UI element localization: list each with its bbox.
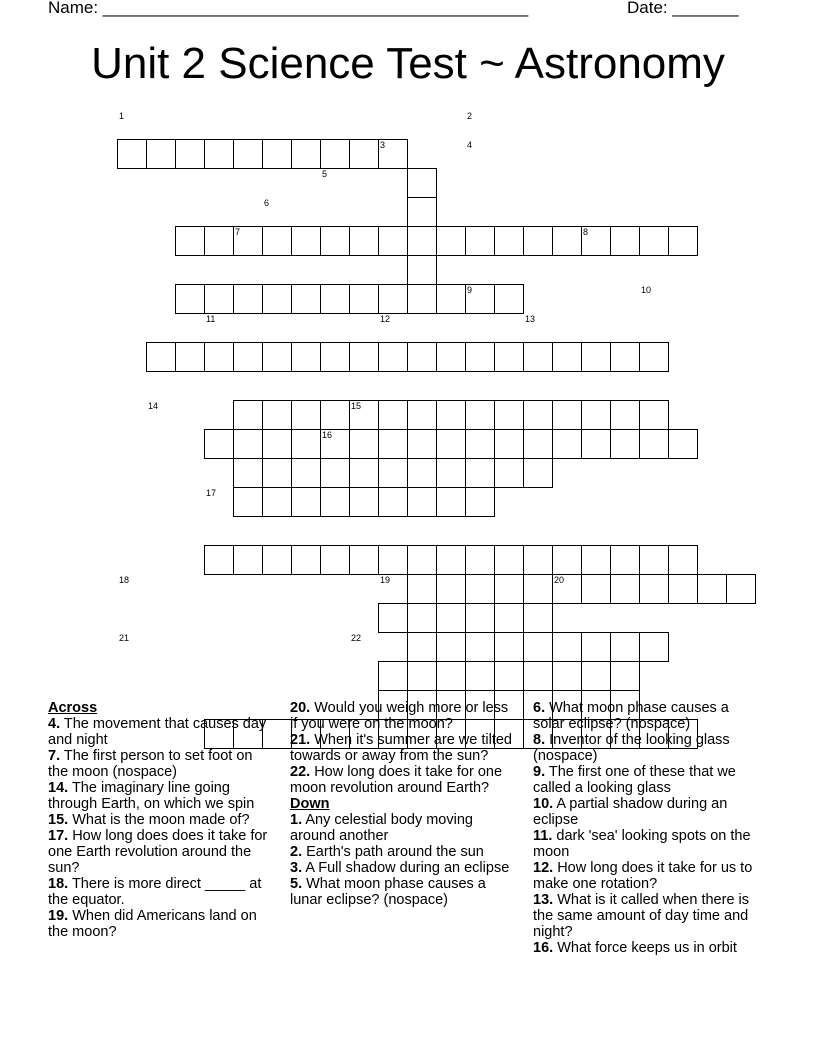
grid-cell[interactable] <box>407 545 437 575</box>
clue-number-label: 18 <box>119 575 130 585</box>
grid-cell[interactable] <box>378 603 408 633</box>
grid-cell[interactable] <box>639 545 669 575</box>
clue-number-label: 8 <box>583 227 589 237</box>
grid-cell[interactable] <box>233 342 263 372</box>
grid-cell[interactable] <box>320 487 350 517</box>
grid-cell[interactable] <box>378 429 408 459</box>
grid-cell[interactable] <box>378 400 408 430</box>
clue-down-12: 12. How long does it take for us to make one rotation? <box>533 860 753 892</box>
down-heading: Down <box>290 796 330 812</box>
clue-number-label: 3 <box>380 140 386 150</box>
grid-cell[interactable] <box>436 632 466 662</box>
grid-cell[interactable] <box>523 661 553 691</box>
grid-cell[interactable] <box>639 342 669 372</box>
grid-cell[interactable] <box>291 487 321 517</box>
grid-cell[interactable] <box>581 342 611 372</box>
clue-number-label: 19 <box>380 575 391 585</box>
grid-cell[interactable] <box>465 632 495 662</box>
clue-down-13: 13. What is it called when there is the same amount of day time and night? <box>533 892 750 940</box>
grid-cell[interactable] <box>175 226 205 256</box>
grid-cell[interactable] <box>175 284 205 314</box>
grid-cell[interactable] <box>262 226 292 256</box>
grid-cell[interactable] <box>581 574 611 604</box>
grid-cell[interactable] <box>523 545 553 575</box>
grid-cell[interactable] <box>523 400 553 430</box>
grid-cell[interactable] <box>233 139 263 169</box>
clue-down-1: 1. Any celestial body moving around another <box>290 812 473 844</box>
grid-cell[interactable] <box>465 603 495 633</box>
grid-cell[interactable] <box>407 168 437 198</box>
grid-cell[interactable] <box>175 139 205 169</box>
grid-cell[interactable] <box>639 574 669 604</box>
grid-cell[interactable] <box>436 545 466 575</box>
clue-across-21: 21. When it's summer are we tilted towards or away from the sun? <box>290 732 512 764</box>
clue-number-label: 15 <box>351 401 362 411</box>
grid-cell[interactable] <box>581 429 611 459</box>
grid-cell[interactable] <box>552 632 582 662</box>
grid-cell[interactable] <box>552 661 582 691</box>
clue-number-label: 22 <box>351 633 362 643</box>
grid-cell[interactable] <box>262 400 292 430</box>
clue-across-22: 22. How long does it take for one moon revolution around Earth? <box>290 764 503 796</box>
grid-cell[interactable] <box>436 487 466 517</box>
grid-cell[interactable] <box>204 342 234 372</box>
grid-cell[interactable] <box>407 342 437 372</box>
grid-cell[interactable] <box>494 661 524 691</box>
grid-cell[interactable] <box>262 545 292 575</box>
grid-cell[interactable] <box>639 429 669 459</box>
grid-cell[interactable] <box>494 574 524 604</box>
clue-down-2: 2. Earth's path around the sun <box>290 844 484 860</box>
grid-cell[interactable] <box>407 255 437 285</box>
grid-cell[interactable] <box>233 487 263 517</box>
grid-cell[interactable] <box>262 458 292 488</box>
grid-cell[interactable] <box>378 545 408 575</box>
grid-cell[interactable] <box>349 429 379 459</box>
grid-cell[interactable] <box>523 429 553 459</box>
grid-cell[interactable] <box>610 545 640 575</box>
grid-cell[interactable] <box>146 342 176 372</box>
grid-cell[interactable] <box>465 487 495 517</box>
clue-across-4: 4. The movement that causes day and night <box>48 716 267 748</box>
grid-cell[interactable] <box>349 487 379 517</box>
grid-cell[interactable] <box>668 545 698 575</box>
clue-column-1 <box>48 700 270 940</box>
grid-cell[interactable] <box>523 603 553 633</box>
grid-cell[interactable] <box>494 284 524 314</box>
grid-cell[interactable] <box>378 487 408 517</box>
clue-number-label: 4 <box>467 140 473 150</box>
clue-down-5: 5. What moon phase causes a lunar eclipse? (nospace) <box>290 876 486 908</box>
grid-cell[interactable] <box>552 429 582 459</box>
grid-cell[interactable] <box>465 429 495 459</box>
grid-cell[interactable] <box>436 603 466 633</box>
clue-number-label: 5 <box>322 169 328 179</box>
grid-cell[interactable] <box>639 632 669 662</box>
grid-cell[interactable] <box>639 400 669 430</box>
grid-cell[interactable] <box>668 429 698 459</box>
clue-across-18: 18. There is more direct _____ at the equator. <box>48 876 262 908</box>
grid-cell[interactable] <box>494 632 524 662</box>
grid-cell[interactable] <box>610 342 640 372</box>
grid-cell[interactable] <box>465 574 495 604</box>
grid-cell[interactable] <box>233 429 263 459</box>
clue-number-label: 14 <box>148 401 159 411</box>
grid-cell[interactable] <box>291 400 321 430</box>
clue-column-2 <box>290 700 512 908</box>
grid-cell[interactable] <box>262 139 292 169</box>
grid-cell[interactable] <box>262 429 292 459</box>
grid-cell[interactable] <box>552 342 582 372</box>
clue-number-label: 16 <box>322 430 333 440</box>
grid-cell[interactable] <box>494 429 524 459</box>
grid-cell[interactable] <box>436 400 466 430</box>
grid-cell[interactable] <box>465 661 495 691</box>
grid-cell[interactable] <box>320 284 350 314</box>
clue-number-label: 11 <box>206 314 216 324</box>
grid-cell[interactable] <box>465 226 495 256</box>
grid-cell[interactable] <box>204 226 234 256</box>
grid-cell[interactable] <box>117 139 147 169</box>
clue-number-label: 12 <box>380 314 391 324</box>
clue-number-label: 10 <box>641 285 652 295</box>
clue-number-label: 1 <box>119 111 125 121</box>
grid-cell[interactable] <box>407 603 437 633</box>
grid-cell[interactable] <box>465 545 495 575</box>
grid-cell[interactable] <box>581 661 611 691</box>
grid-cell[interactable] <box>291 342 321 372</box>
grid-cell[interactable] <box>668 574 698 604</box>
clue-across-20: 20. Would you weigh more or less if you were on the moon? <box>290 700 509 732</box>
grid-cell[interactable] <box>494 400 524 430</box>
grid-cell[interactable] <box>523 574 553 604</box>
grid-cell[interactable] <box>349 139 379 169</box>
grid-cell[interactable] <box>436 574 466 604</box>
grid-cell[interactable] <box>523 458 553 488</box>
grid-cell[interactable] <box>320 342 350 372</box>
grid-cell[interactable] <box>320 139 350 169</box>
grid-cell[interactable] <box>668 226 698 256</box>
clue-down-6: 6. What moon phase causes a solar eclipse? (nospace) <box>533 700 729 732</box>
grid-cell[interactable] <box>349 284 379 314</box>
grid-cell[interactable] <box>610 429 640 459</box>
date-field-label[interactable]: Date: _______ <box>627 0 739 17</box>
clue-across-7: 7. The first person to set foot on the moon (nospace) <box>48 748 253 780</box>
grid-cell[interactable] <box>378 342 408 372</box>
grid-cell[interactable] <box>320 458 350 488</box>
clue-down-16: 16. What force keeps us in orbit <box>533 940 737 956</box>
grid-cell[interactable] <box>378 661 408 691</box>
grid-cell[interactable] <box>378 458 408 488</box>
grid-cell[interactable] <box>552 400 582 430</box>
grid-cell[interactable] <box>378 226 408 256</box>
across-heading: Across <box>48 700 98 716</box>
grid-cell[interactable] <box>233 284 263 314</box>
grid-cell[interactable] <box>291 139 321 169</box>
grid-cell[interactable] <box>610 400 640 430</box>
grid-cell[interactable] <box>465 458 495 488</box>
grid-cell[interactable] <box>581 400 611 430</box>
grid-cell[interactable] <box>204 429 234 459</box>
clue-down-9: 9. The first one of these that we called a looking glass <box>533 764 736 796</box>
grid-cell[interactable] <box>204 545 234 575</box>
grid-cell[interactable] <box>349 226 379 256</box>
grid-cell[interactable] <box>407 429 437 459</box>
grid-cell[interactable] <box>436 661 466 691</box>
grid-cell[interactable] <box>494 226 524 256</box>
grid-cell[interactable] <box>494 545 524 575</box>
grid-cell[interactable] <box>610 574 640 604</box>
grid-cell[interactable] <box>146 139 176 169</box>
grid-cell[interactable] <box>407 284 437 314</box>
grid-cell[interactable] <box>407 197 437 227</box>
grid-cell[interactable] <box>436 284 466 314</box>
grid-cell[interactable] <box>610 226 640 256</box>
clue-down-11: 11. dark 'sea' looking spots on the moon <box>533 828 751 860</box>
clue-across-17: 17. How long does does it take for one Earth revolution around the sun? <box>48 828 268 876</box>
grid-cell[interactable] <box>291 284 321 314</box>
grid-cell[interactable] <box>407 574 437 604</box>
grid-cell[interactable] <box>581 545 611 575</box>
grid-cell[interactable] <box>262 487 292 517</box>
grid-cell[interactable] <box>175 342 205 372</box>
grid-cell[interactable] <box>610 661 640 691</box>
clue-across-15: 15. What is the moon made of? <box>48 812 250 828</box>
grid-cell[interactable] <box>320 226 350 256</box>
grid-cell[interactable] <box>552 226 582 256</box>
grid-cell[interactable] <box>465 400 495 430</box>
grid-cell[interactable] <box>523 342 553 372</box>
grid-cell[interactable] <box>523 226 553 256</box>
grid-cell[interactable] <box>494 342 524 372</box>
grid-cell[interactable] <box>378 284 408 314</box>
grid-cell[interactable] <box>291 226 321 256</box>
grid-cell[interactable] <box>320 400 350 430</box>
grid-cell[interactable] <box>320 545 350 575</box>
grid-cell[interactable] <box>291 458 321 488</box>
grid-cell[interactable] <box>581 632 611 662</box>
grid-cell[interactable] <box>349 545 379 575</box>
clue-number-label: 2 <box>467 111 473 121</box>
clue-number-label: 9 <box>467 285 473 295</box>
grid-cell[interactable] <box>204 139 234 169</box>
grid-cell[interactable] <box>639 226 669 256</box>
grid-cell[interactable] <box>726 574 756 604</box>
grid-cell[interactable] <box>407 487 437 517</box>
grid-cell[interactable] <box>494 458 524 488</box>
clue-number-label: 20 <box>554 575 565 585</box>
clue-number-label: 21 <box>119 633 130 643</box>
grid-cell[interactable] <box>494 603 524 633</box>
grid-cell[interactable] <box>349 458 379 488</box>
grid-cell[interactable] <box>436 458 466 488</box>
clue-number-label: 17 <box>206 488 217 498</box>
clue-down-3: 3. A Full shadow during an eclipse <box>290 860 510 876</box>
grid-cell[interactable] <box>436 226 466 256</box>
grid-cell[interactable] <box>610 632 640 662</box>
clue-down-10: 10. A partial shadow during an eclipse <box>533 796 728 828</box>
grid-cell[interactable] <box>523 632 553 662</box>
grid-cell[interactable] <box>407 632 437 662</box>
grid-cell[interactable] <box>465 342 495 372</box>
grid-cell[interactable] <box>233 400 263 430</box>
grid-cell[interactable] <box>291 545 321 575</box>
grid-cell[interactable] <box>262 342 292 372</box>
clue-down-8: 8. Inventor of the looking glass (nospace) <box>533 732 730 764</box>
grid-cell[interactable] <box>407 400 437 430</box>
grid-cell[interactable] <box>436 342 466 372</box>
clue-column-3 <box>533 700 755 956</box>
grid-cell[interactable] <box>407 226 437 256</box>
grid-cell[interactable] <box>436 429 466 459</box>
grid-cell[interactable] <box>407 458 437 488</box>
grid-cell[interactable] <box>233 458 263 488</box>
clue-across-14: 14. The imaginary line going through Earth, on which we spin <box>48 780 255 812</box>
grid-cell[interactable] <box>291 429 321 459</box>
grid-cell[interactable] <box>262 284 292 314</box>
clue-number-label: 13 <box>525 314 536 324</box>
grid-cell[interactable] <box>552 545 582 575</box>
grid-cell[interactable] <box>407 661 437 691</box>
clue-number-label: 7 <box>235 227 241 237</box>
grid-cell[interactable] <box>204 284 234 314</box>
clue-number-label: 6 <box>264 198 270 208</box>
grid-cell[interactable] <box>697 574 727 604</box>
grid-cell[interactable] <box>349 342 379 372</box>
page-title: Unit 2 Science Test ~ Astronomy <box>91 39 725 88</box>
name-field-label[interactable]: Name: _____________________________________________ <box>48 0 529 17</box>
grid-cell[interactable] <box>233 545 263 575</box>
clue-across-19: 19. When did Americans land on the moon? <box>48 908 257 940</box>
